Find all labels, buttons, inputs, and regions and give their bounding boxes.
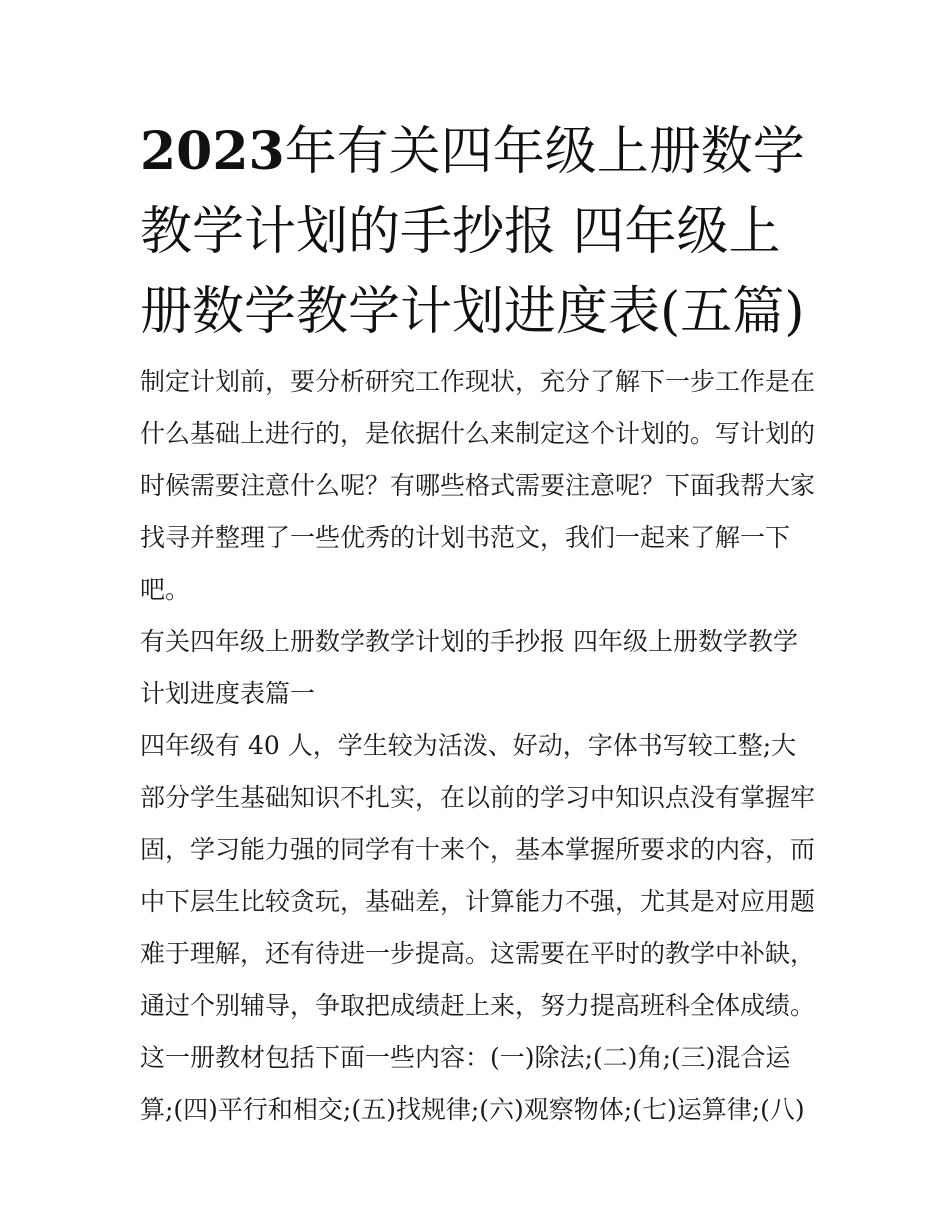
intro-paragraph: 制定计划前，要分析研究工作现状，充分了解下一步工作是在什么基础上进行的，是依据什么来制定这个计划的。写计划的时候需要注意什么呢？有哪些格式需要注意呢？下面我帮大家找寻并整理了一些优秀的计划书范文，我们一起来了解一下吧。 [140, 367, 816, 604]
document-body [140, 356, 820, 1136]
title-year: 2023 [140, 121, 285, 182]
class-analysis-paragraph: 四年级有 40 人，学生较为活泼、好动，字体书写较工整;大部分学生基础知识不扎实，在以前的学习中知识点没有掌握牢固，学习能力强的同学有十来个，基本掌握所要求的内容，而中下层生比较贪玩，基础差，计算能力不强，尤其是对应用题难于理解，还有待进一步提高。这需要在平时的教学中补缺，通过个别辅导，争取把成绩赶上来，努力提高班科全体成绩。 [140, 731, 816, 1020]
title-text: 年有关四年级上册数学教学计划的手抄报 四年级上册数学教学计划进度表(五篇) [140, 122, 805, 342]
document-title [140, 112, 820, 352]
content-list-paragraph: 这一册教材包括下面一些内容：(一)除法;(二)角;(三)混合运算;(四)平行和相交;(五)找规律;(六)观察物体;(七)运算律;(八) [140, 1043, 805, 1124]
section-heading: 有关四年级上册数学教学计划的手抄报 四年级上册数学教学计划进度表篇一 [140, 627, 798, 708]
